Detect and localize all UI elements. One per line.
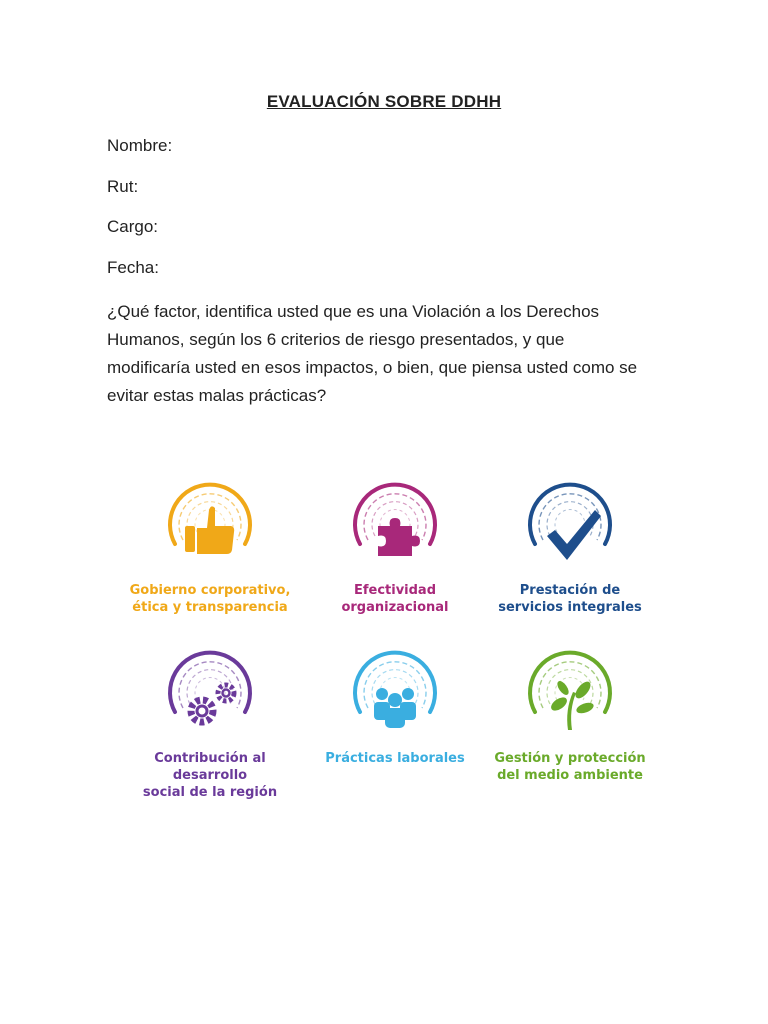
gears-icon [155, 648, 265, 748]
criterion-label: Efectividad [353, 583, 437, 598]
risk-criteria-figure [120, 470, 660, 800]
field-cargo: Cargo: [107, 217, 159, 236]
criterion-label: servicios integrales [498, 600, 642, 615]
question-line: ¿Qué factor, identifica usted que es una Violación a los Derechos [107, 302, 600, 321]
question-line: evitar estas malas prácticas? [107, 386, 327, 405]
criterion-label: Prestación de [519, 583, 621, 598]
field-fecha: Fecha: [107, 258, 159, 277]
check-mark-icon [515, 480, 625, 580]
plant-icon [515, 648, 625, 748]
criterion-label: Gobierno corporativo, [129, 583, 291, 598]
criterion-gobierno [120, 480, 300, 640]
criterion-label: Prácticas laborales [325, 751, 465, 766]
workers-icon [340, 648, 450, 748]
question-line: modificaría usted en esos impactos, o bien, que piensa usted como se [107, 358, 638, 377]
criterion-prestacion [480, 480, 660, 640]
field-rut: Rut: [107, 177, 139, 196]
criterion-label: Contribución al desarrollo [154, 751, 266, 783]
puzzle-piece-icon [340, 480, 450, 580]
criterion-contribucion [120, 648, 300, 808]
criterion-efectividad [305, 480, 485, 640]
criterion-label: organizacional [341, 600, 449, 615]
criterion-label: Gestión y protección [494, 751, 646, 766]
criterion-label: del medio ambiente [497, 768, 643, 783]
thumbs-up-icon [155, 480, 265, 580]
field-nombre: Nombre: [107, 136, 173, 155]
criterion-label: social de la región [142, 785, 278, 800]
criterion-label: ética y transparencia [132, 600, 288, 615]
criterion-gestion [480, 648, 660, 808]
question-text [107, 298, 687, 410]
criterion-practicas [305, 648, 485, 808]
document-title: EVALUACIÓN SOBRE DDHH [266, 92, 502, 111]
question-line: Humanos, según los 6 criterios de riesgo presentados, y que [107, 330, 565, 349]
